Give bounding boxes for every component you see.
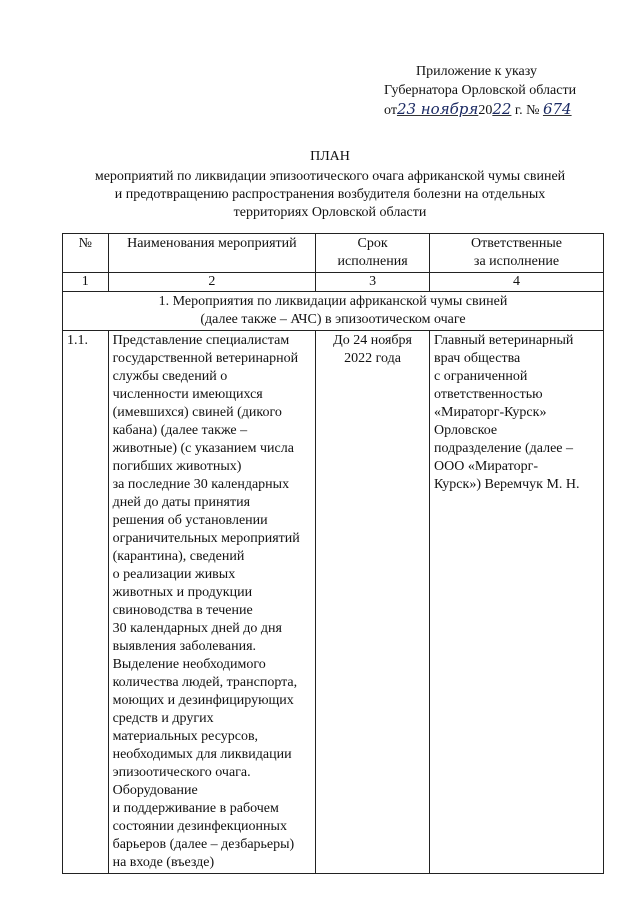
activity-line: моющих и дезинфицирующих <box>112 693 294 708</box>
header-responsible-line-1: Ответственные <box>471 236 562 251</box>
row-activity <box>108 331 316 874</box>
responsible-line: с ограниченной <box>434 369 528 384</box>
activity-line: государственной ветеринарной <box>112 351 299 366</box>
header-deadline-line-1: Срок <box>357 236 388 251</box>
header-deadline <box>316 234 430 273</box>
activity-line: эпизоотического очага. <box>112 765 251 780</box>
activity-line: материальных ресурсов, <box>112 729 259 744</box>
activity-line: Представление специалистам <box>112 333 290 348</box>
section-heading-line-2: (далее также – АЧС) в эпизоотическом очаге <box>200 312 466 327</box>
table-header-row <box>63 234 604 273</box>
responsible-line: «Мираторг-Курск» <box>434 405 547 420</box>
activity-line: животных и продукции <box>112 585 253 600</box>
column-number: 2 <box>108 273 316 292</box>
header-responsible <box>430 234 604 273</box>
row-number: 1.1. <box>63 331 109 874</box>
appendix-block <box>384 62 624 120</box>
activity-line: Выделение необходимого <box>112 657 266 672</box>
section-row <box>63 292 604 331</box>
activity-line: Оборудование <box>112 783 198 798</box>
activity-line: (карантина), сведений <box>112 549 245 564</box>
activity-line: свиноводства в течение <box>112 603 253 618</box>
activity-line: (имевшихся) свиней (дикого <box>112 405 282 420</box>
responsible-line: ответственностью <box>434 387 543 402</box>
row-deadline <box>316 331 430 874</box>
activity-line: ограничительных мероприятий <box>112 531 300 546</box>
activity-line: 30 календарных дней до дня <box>112 621 282 636</box>
deadline-line: 2022 года <box>344 351 401 366</box>
row-responsible <box>430 331 604 874</box>
table-row <box>63 331 604 874</box>
activity-line: средств и других <box>112 711 214 726</box>
activity-line: численности имеющихся <box>112 387 263 402</box>
activity-line: и поддерживание в рабочем <box>112 801 279 816</box>
activity-line: выявления заболевания. <box>112 639 257 654</box>
title-heading: ПЛАН <box>310 149 350 164</box>
responsible-line: подразделение (далее – <box>434 441 573 456</box>
appendix-line-1: Приложение к указу <box>416 64 537 79</box>
appendix-from: от <box>384 103 397 118</box>
column-number: 4 <box>430 273 604 292</box>
document-title <box>60 148 600 222</box>
title-line-1: мероприятий по ликвидации эпизоотического очага африканской чумы свиней <box>94 169 566 184</box>
responsible-line: врач общества <box>434 351 521 366</box>
activity-line: количества людей, транспорта, <box>112 675 298 690</box>
activity-line: дней до даты принятия <box>112 495 251 510</box>
deadline-line: До 24 ноября <box>333 333 412 348</box>
activity-line: состоянии дезинфекционных <box>112 819 287 834</box>
responsible-line: Орловское <box>434 423 498 438</box>
appendix-line-2: Губернатора Орловской области <box>384 83 577 98</box>
appendix-year-prefix: 20 <box>478 103 493 118</box>
column-number: 1 <box>63 273 109 292</box>
title-line-2: и предотвращению распространения возбудителя болезни на отдельных <box>114 187 546 202</box>
title-line-3: территориях Орловской области <box>233 205 427 220</box>
section-heading-line-1: 1. Мероприятия по ликвидации африканской чумы свиней <box>158 294 508 309</box>
activity-line: животные) (с указанием числа <box>112 441 294 456</box>
handwritten-number: 674 <box>542 100 572 118</box>
header-responsible-line-2: за исполнение <box>473 254 560 269</box>
activity-line: необходимых для ликвидации <box>112 747 292 762</box>
column-number-row <box>63 273 604 292</box>
header-deadline-line-2: исполнения <box>337 254 408 269</box>
appendix-date-line <box>384 100 624 120</box>
section-heading <box>63 292 604 331</box>
activity-line: барьеров (далее – дезбарьеры) <box>112 837 295 852</box>
column-number: 3 <box>316 273 430 292</box>
appendix-year-suffix: г. № <box>514 103 540 118</box>
handwritten-date: 23 ноября <box>396 100 479 118</box>
activity-line: кабана) (далее также – <box>112 423 248 438</box>
handwritten-year: 22 <box>492 100 512 118</box>
activity-line: о реализации живых <box>112 567 236 582</box>
responsible-line: Курск») Веремчук М. Н. <box>434 477 580 492</box>
responsible-line: ООО «Мираторг- <box>434 459 538 474</box>
responsible-line: Главный ветеринарный <box>434 333 574 348</box>
activity-line: службы сведений о <box>112 369 228 384</box>
activity-line: погибших животных) <box>112 459 242 474</box>
activity-line: за последние 30 календарных <box>112 477 290 492</box>
header-activities: Наименования мероприятий <box>108 234 316 273</box>
activity-line: решения об установлении <box>112 513 268 528</box>
plan-table <box>62 233 604 874</box>
header-number: № <box>63 234 109 273</box>
activity-line: на входе (въезде) <box>112 855 215 870</box>
